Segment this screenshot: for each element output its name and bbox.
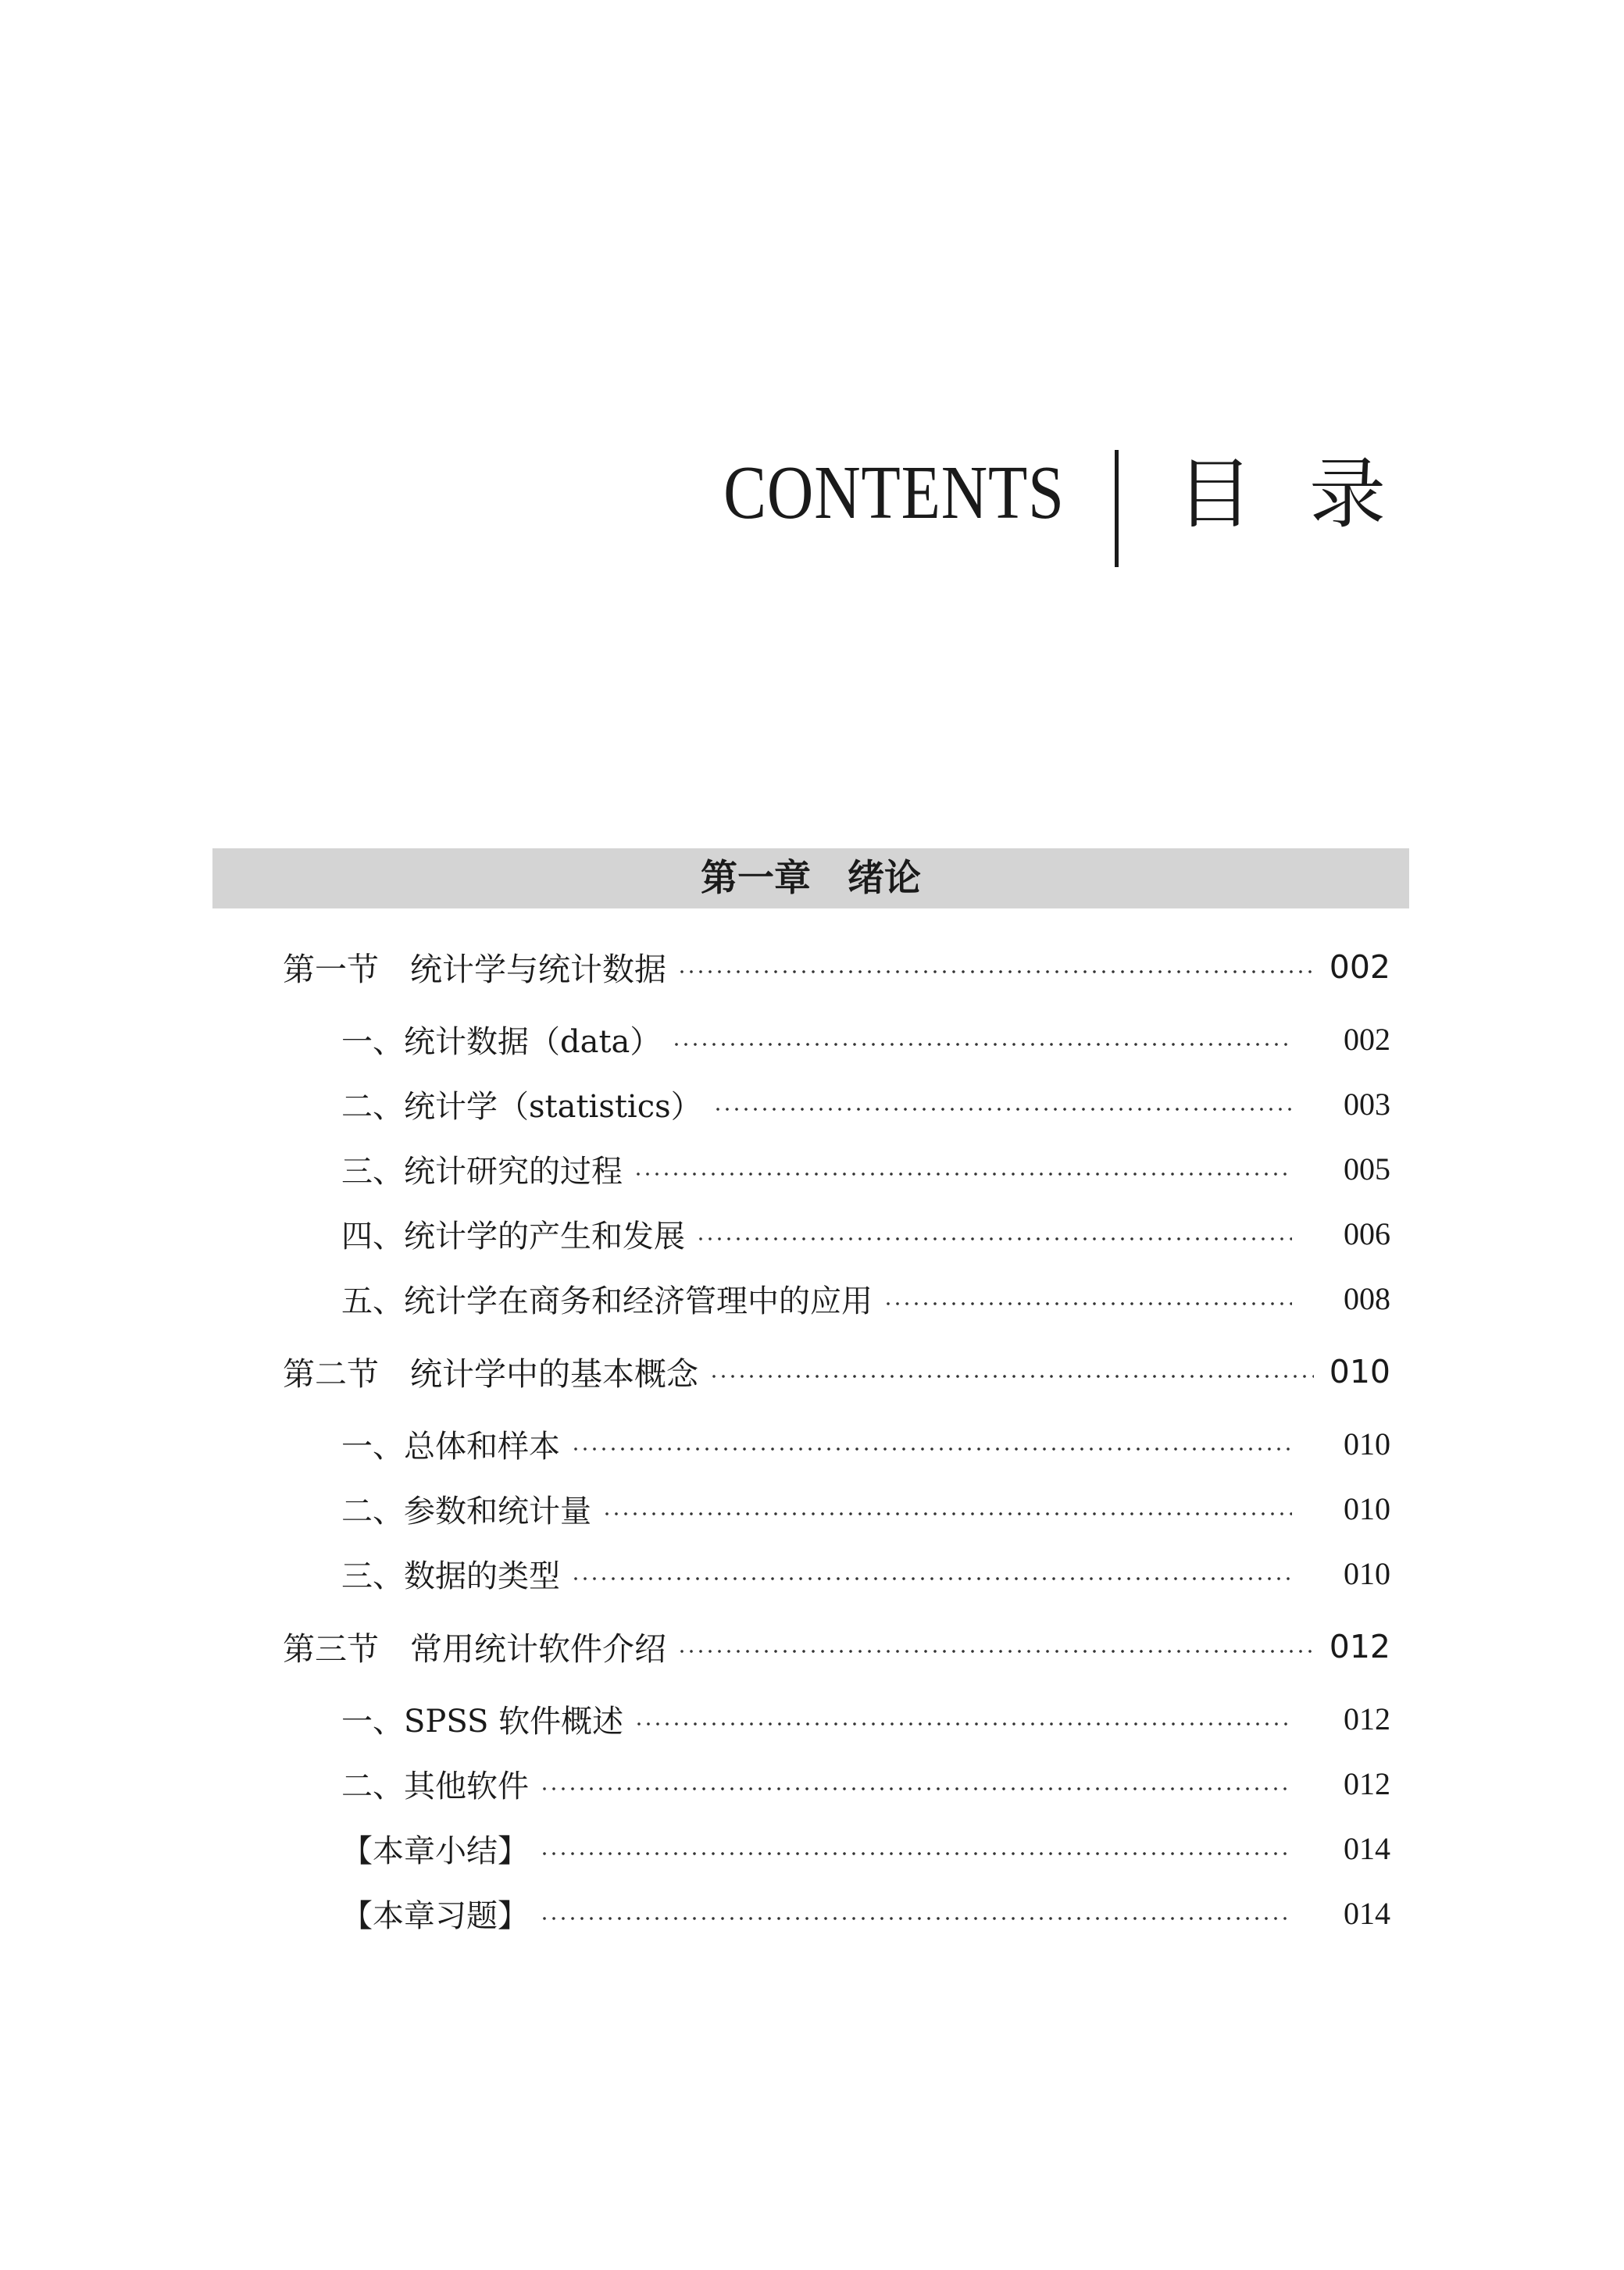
toc-entry-label: 三、数据的类型 xyxy=(341,1558,560,1594)
toc-page-number: 003 xyxy=(1344,1087,1390,1122)
toc-entry-label xyxy=(283,944,666,990)
toc-entry-label: 一、SPSS 软件概述 xyxy=(341,1704,624,1740)
toc-entry-label: 一、总体和样本 xyxy=(341,1429,560,1465)
toc-entry-label: 一、统计数据（data） xyxy=(341,1024,662,1060)
toc-page-number: 010 xyxy=(1329,1352,1390,1390)
toc-section-number: 第三节 xyxy=(283,1630,379,1668)
toc-page-number: 012 xyxy=(1344,1701,1390,1736)
toc-entry-label: 二、参数和统计量 xyxy=(341,1494,591,1529)
toc-subentry[interactable] xyxy=(341,1276,1390,1321)
toc-entry-label: 四、统计学的产生和发展 xyxy=(341,1219,685,1255)
toc-entry-label: 二、其他软件 xyxy=(341,1769,529,1804)
toc-page-number: 010 xyxy=(1344,1556,1390,1591)
toc-section-number: 第二节 xyxy=(283,1355,379,1393)
toc-subentry[interactable] xyxy=(341,1761,1390,1806)
toc-entry-label: 二、统计学（statistics） xyxy=(341,1089,702,1125)
toc-section-title: 常用统计软件介绍 xyxy=(410,1630,666,1668)
dot-leader xyxy=(571,1576,1292,1581)
toc-entry-label xyxy=(283,1623,666,1669)
toc-entry-label xyxy=(283,1348,698,1394)
chapter-heading-bar xyxy=(212,848,1409,908)
toc-section-entry[interactable] xyxy=(283,944,1390,990)
toc-subentry[interactable] xyxy=(341,1017,1390,1062)
toc-page-number: 014 xyxy=(1344,1896,1390,1931)
toc-section-title: 统计学中的基本概念 xyxy=(410,1355,698,1393)
toc-page-number: 014 xyxy=(1344,1831,1390,1866)
header-divider xyxy=(1115,450,1119,567)
dot-leader xyxy=(883,1301,1292,1306)
toc-subentry[interactable] xyxy=(341,1147,1390,1191)
dot-leader xyxy=(713,1107,1292,1112)
toc-subentry[interactable] xyxy=(341,1422,1390,1466)
dot-leader xyxy=(677,1649,1314,1654)
dot-leader xyxy=(540,1916,1292,1921)
toc-page-number: 012 xyxy=(1344,1766,1390,1801)
toc-section-entry[interactable] xyxy=(283,1623,1390,1669)
dot-leader xyxy=(709,1374,1314,1379)
dot-leader xyxy=(634,1172,1292,1176)
dot-leader xyxy=(677,969,1314,974)
toc-subentry[interactable] xyxy=(341,1826,1390,1871)
toc-entry-label: 【本章习题】 xyxy=(341,1898,529,1934)
toc-subentry[interactable] xyxy=(341,1551,1390,1596)
toc-page-number: 012 xyxy=(1329,1627,1390,1665)
contents-header xyxy=(0,437,1624,570)
contents-title-cn: 目录 xyxy=(1176,450,1443,539)
toc-page-number: 008 xyxy=(1344,1281,1390,1316)
toc-subentry[interactable] xyxy=(341,1082,1390,1126)
dot-leader xyxy=(634,1722,1292,1726)
toc-page-number: 005 xyxy=(1344,1151,1390,1187)
toc-subentry[interactable] xyxy=(341,1487,1390,1531)
toc-entry-label: 五、统计学在商务和经济管理中的应用 xyxy=(341,1283,873,1319)
toc-subentry[interactable] xyxy=(341,1212,1390,1256)
dot-leader xyxy=(696,1237,1292,1241)
toc-page-number: 002 xyxy=(1344,1022,1390,1057)
contents-title-en: CONTENTS xyxy=(723,451,1065,535)
toc-page-number: 010 xyxy=(1344,1426,1390,1462)
dot-leader xyxy=(540,1851,1292,1856)
dot-leader xyxy=(540,1786,1292,1791)
toc-entry-label: 【本章小结】 xyxy=(341,1833,529,1869)
toc-subentry[interactable] xyxy=(341,1891,1390,1936)
chapter-title: 第一章 绪论 xyxy=(701,857,921,900)
toc-section-number: 第一节 xyxy=(283,951,379,988)
toc-section-title: 统计学与统计数据 xyxy=(410,951,666,988)
toc-page-number: 002 xyxy=(1329,948,1390,986)
toc-page-number: 010 xyxy=(1344,1491,1390,1526)
toc-section-entry[interactable] xyxy=(283,1348,1390,1394)
dot-leader xyxy=(672,1042,1292,1047)
toc-subentry[interactable] xyxy=(341,1697,1390,1741)
dot-leader xyxy=(571,1447,1292,1451)
dot-leader xyxy=(602,1512,1292,1516)
toc-page-number: 006 xyxy=(1344,1216,1390,1251)
toc-entry-label: 三、统计研究的过程 xyxy=(341,1154,623,1190)
